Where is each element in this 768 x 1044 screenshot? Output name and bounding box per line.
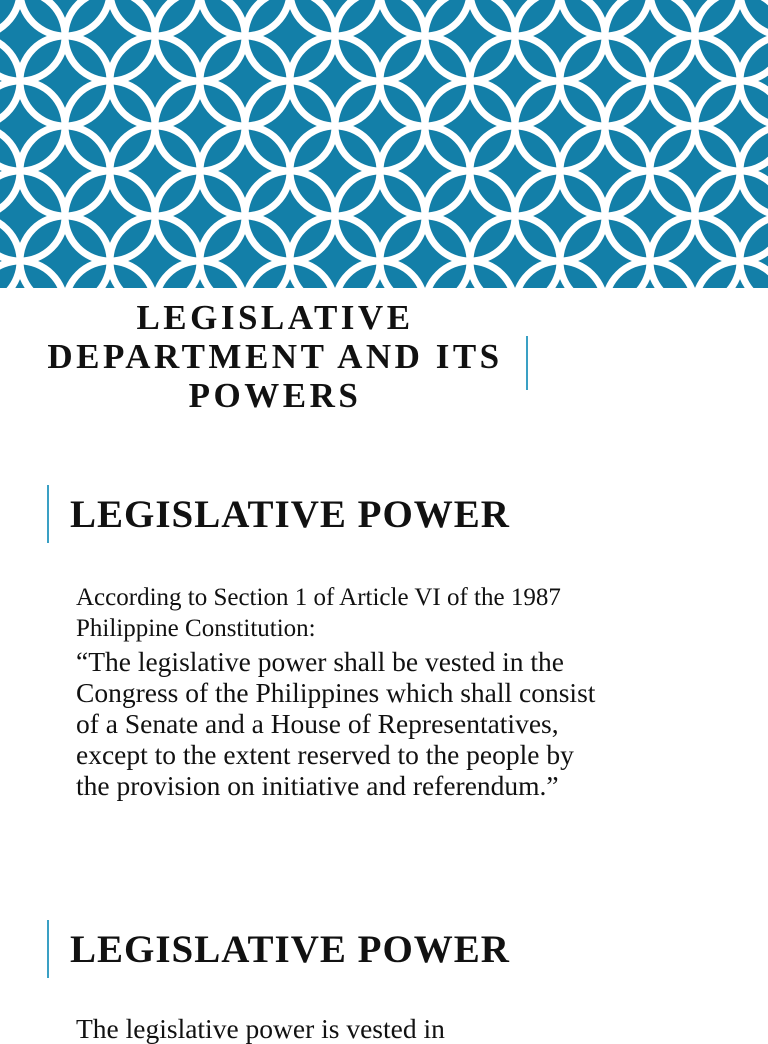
heading-accent-bar	[47, 485, 49, 543]
slide-legislative-power-2	[0, 905, 768, 1044]
slide-title-line: LEGISLATIVE	[136, 298, 414, 337]
intro-line: According to Section 1 of Article VI of the 1987	[76, 584, 561, 611]
pattern-ring	[0, 216, 20, 288]
quote-line: the provision on initiative and referendum.”	[76, 770, 559, 801]
partial-body-text: The legislative power is vested in	[76, 1013, 445, 1044]
quote-line: except to the extent reserved to the people by	[76, 739, 574, 770]
slide-title	[20, 298, 530, 415]
constitution-quote	[76, 646, 716, 801]
slide-legislative-power	[0, 470, 768, 870]
pattern-ring	[0, 0, 20, 36]
slide-title-line: DEPARTMENT AND ITS	[47, 337, 503, 376]
quote-line: Congress of the Philippines which shall consist	[76, 677, 596, 708]
slide-title-line: POWERS	[188, 376, 362, 415]
heading-accent-bar	[47, 920, 49, 978]
slide-heading: LEGISLATIVE POWER	[70, 928, 510, 971]
intro-text	[76, 582, 696, 644]
title-accent-bar	[526, 336, 528, 390]
decorative-pattern-banner	[0, 0, 768, 288]
intro-line: Philippine Constitution:	[76, 615, 316, 642]
quote-line: “The legislative power shall be vested in the	[76, 646, 564, 677]
pattern-ring	[740, 0, 768, 36]
slide-heading: LEGISLATIVE POWER	[70, 493, 510, 536]
interlocking-circles-pattern	[0, 0, 768, 288]
quote-line: of a Senate and a House of Representatives,	[76, 708, 559, 739]
